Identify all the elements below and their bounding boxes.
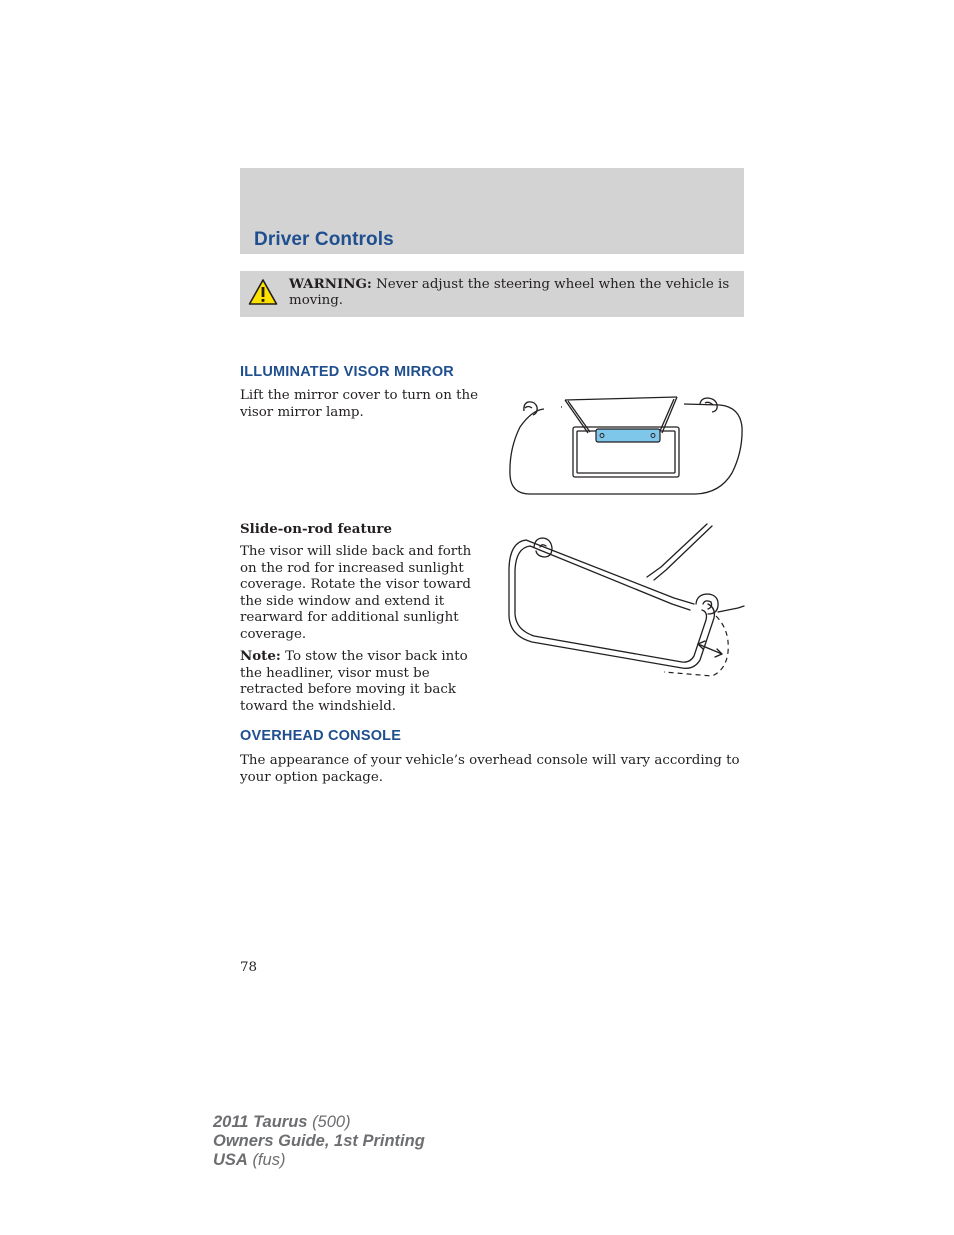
footer-model: 2011 Taurus [213,1113,308,1131]
warning-message: Never adjust the steering wheel when the vehicle is moving. [289,277,730,308]
footer-line-1 [213,1113,425,1132]
footer-line-2: Owners Guide, 1st Printing [213,1132,425,1150]
visor-mirror-heading: ILLUMINATED VISOR MIRROR [240,364,454,380]
slide-on-rod-text: The visor will slide back and forth on the rod for increased sunlight coverage. Rotate the visor toward the side window and extend it rearward for additional sunlight coverage. [240,544,472,642]
warning-label: WARNING: [289,276,372,292]
visor-rod-illustration [504,520,748,686]
page-number: 78 [240,960,258,975]
visor-mirror-text: Lift the mirror cover to turn on the visor mirror lamp. [240,388,479,420]
document-footer [213,1113,425,1170]
section-header-band [240,168,744,254]
footer-line-3 [213,1151,425,1170]
overhead-console-heading: OVERHEAD CONSOLE [240,728,402,744]
footer-model-code: (500) [312,1113,351,1131]
warning-triangle-icon [248,278,278,306]
warning-text [289,276,735,309]
note-text: To stow the visor back into the headliner, visor must be retracted before moving it back toward the windshield. [240,649,468,714]
overhead-console-text: The appearance of your vehicle’s overhead console will vary according to your option package. [240,753,740,785]
visor-mirror-illustration [506,393,746,497]
footer-market: USA [213,1151,248,1169]
slide-on-rod-note [240,648,480,715]
note-label: Note: [240,648,281,664]
section-title: Driver Controls [254,229,394,250]
footer-market-code: (fus) [252,1151,286,1169]
warning-box [240,271,744,317]
slide-on-rod-subheading: Slide-on-rod feature [240,521,392,537]
